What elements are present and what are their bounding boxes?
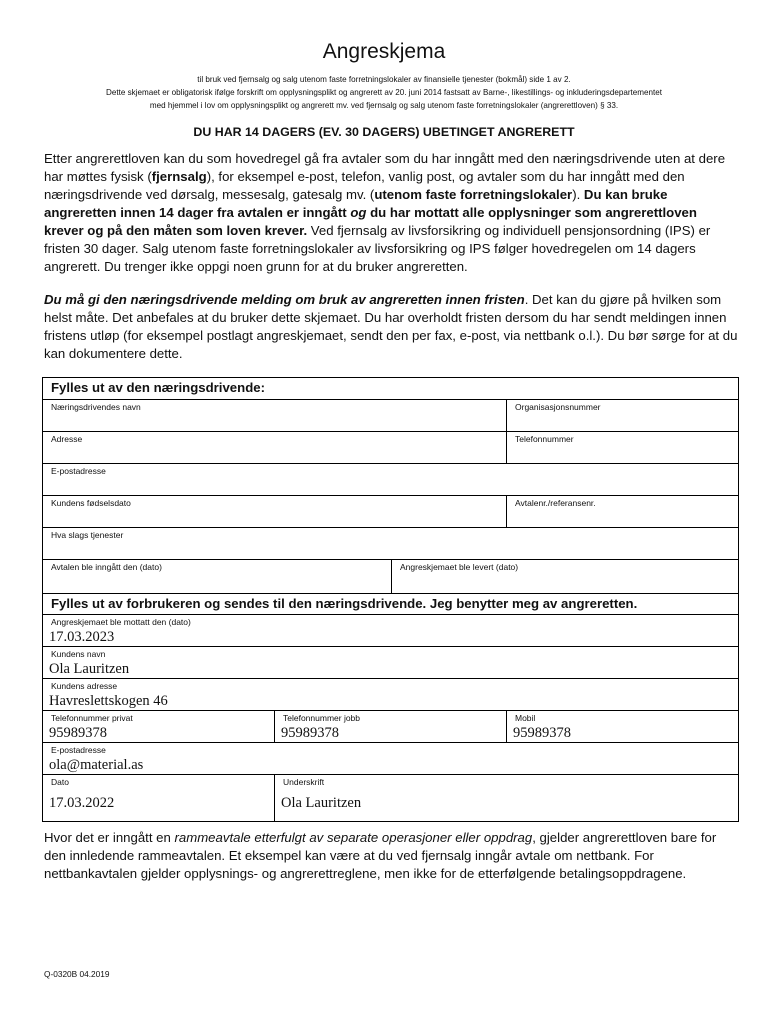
section-heading: DU HAR 14 DAGERS (EV. 30 DAGERS) UBETINGET ANGRERETT [193,125,575,139]
page-title: Angreskjema [322,40,446,63]
text: , gjelder angrerettloven bare for den innledende rammeavtalen. Et eksempel kan være at du ved fjernsalg inngår avtale om nettbank. For nettbankavtalen gjelder opplysnings- og angrerettreglene, men ikke for de etterfølgende betalingsoppdragene. [44,830,717,881]
signature-value: Ola Lauritzen [281,795,362,811]
field-label: Mobil [515,713,536,723]
bold-text: du har mottatt alle opplysninger som angrerettloven krever og på den måten som loven krever. [44,205,697,238]
org-number-field[interactable] [506,399,738,431]
signature-field[interactable] [274,774,738,821]
intro-paragraph [44,150,738,276]
address-field[interactable] [43,431,506,463]
field-label: Angreskjemaet ble mottatt den (dato) [51,617,191,627]
business-name-field[interactable] [43,399,506,431]
field-label: Underskrift [283,777,325,787]
agreement-number-field[interactable] [506,495,738,527]
bold-italic-text: og [350,205,367,220]
field-value: ola@material.as [49,757,144,773]
field-value: Havreslettskogen 46 [49,693,168,709]
subtitle-line: Dette skjemaet er obligatorisk ifølge forskrift om opplysningsplikt og angrerett av 20. juni 2014 fastsatt av Barne-, likestillings- og inkluderingsdepartementet [105,88,663,97]
customer-email-field[interactable] [43,742,738,774]
field-value: 95989378 [281,725,339,741]
services-field[interactable] [43,527,738,559]
date-field[interactable] [43,774,274,821]
text: ), for eksempel e-post, telefon, vanlig post, og avtaler som du har inngått med den næringsdrivende ved dørsalg, messesalg, gatesalg mv. ( [44,169,685,202]
field-label: Kundens fødselsdato [51,498,131,508]
field-label: Avtalenr./referansenr. [515,498,596,508]
text: Etter angrerettloven kan du som hovedregel gå fra avtaler som du har inngått med den næringsdrivende uten at dere har møttes fysisk ( [44,151,726,184]
text: Hvor det er inngått en [44,830,175,845]
bold-italic-text: Du må gi den næringsdrivende melding om bruk av angreretten innen fristen [44,292,525,307]
agreement-date-field[interactable] [43,559,391,593]
received-date-field[interactable] [43,614,738,646]
italic-text: rammeavtale etterfulgt av separate operasjoner eller oppdrag [174,830,533,845]
field-label: Hva slags tjenester [51,530,124,540]
bold-text: utenom faste forretningslokaler [374,187,573,202]
form-code: Q-0320B 04.2019 [44,969,110,979]
bold-text: Du kan bruke angreretten innen 14 dager fra avtalen er inngått [44,187,668,220]
bold-text: fjernsalg [151,169,207,184]
subtitle-line: til bruk ved fjernsalg og salg utenom faste forretningslokaler av finansielle tjenester (bokmål) side 1 av 2. [197,75,571,84]
field-label: Angreskjemaet ble levert (dato) [400,562,519,572]
field-label: E-postadresse [51,466,106,476]
field-value: Ola Lauritzen [49,661,130,677]
field-value: 95989378 [513,725,571,741]
field-label: Adresse [51,434,83,444]
field-label: Organisasjonsnummer [515,402,601,412]
customer-birthdate-field[interactable] [43,495,506,527]
phone-field[interactable] [506,431,738,463]
text: . Det kan du gjøre på hvilken som helst måte. Det anbefales at du bruker dette skjemaet. Du har overholdt fristen dersom du har sendt meldingen innen fristens utløp (for eksempel postlagt angreskjemaet, sendt den per fax, e-post, via nettbank o.l.). Du bør sørge for at du kan dokumentere dette. [44,292,738,361]
customer-name-field[interactable] [43,646,738,678]
field-label: E-postadresse [51,745,106,755]
mobile-field[interactable] [506,710,738,742]
field-label: Kundens adresse [51,681,118,691]
field-label: Telefonnummer privat [51,713,133,723]
form-delivered-date-field[interactable] [391,559,738,593]
notice-paragraph [44,291,738,363]
subtitle-line: med hjemmel i lov om opplysningsplikt og angrerett mv. ved fjernsalg og salg utenom faste forretningslokaler (angrerettloven) § 33. [149,101,619,110]
section-business-title: Fylles ut av den næringsdrivende: [43,378,738,400]
text: Ved fjernsalg av livsforsikring og individuell pensjonsordning (IPS) er fristen 30 dager. Salg utenom faste forretningslokaler av livsforsikring og IPS følger hovedregelen om 14 dagers angrerett. Du trenger ikke oppgi noen grunn for at du bruker angreretten. [44,223,711,274]
field-value: 95989378 [49,725,107,741]
customer-address-field[interactable] [43,678,738,710]
framework-agreement-paragraph [44,829,738,883]
withdrawal-form [42,377,739,822]
email-field[interactable] [43,463,738,495]
phone-private-field[interactable] [43,710,274,742]
field-label: Næringsdrivendes navn [51,402,141,412]
phone-work-field[interactable] [274,710,506,742]
subtitle [0,73,768,112]
section-consumer-title: Fylles ut av forbrukeren og sendes til den næringsdrivende. Jeg benytter meg av angreretten. [43,593,738,615]
field-label: Telefonnummer jobb [283,713,361,723]
field-label: Avtalen ble inngått den (dato) [51,562,162,572]
field-label: Dato [51,777,69,787]
field-label: Telefonnummer [515,434,574,444]
field-label: Kundens navn [51,649,106,659]
field-value: 17.03.2022 [49,795,115,811]
text: ). [572,187,584,202]
field-value: 17.03.2023 [49,629,115,645]
